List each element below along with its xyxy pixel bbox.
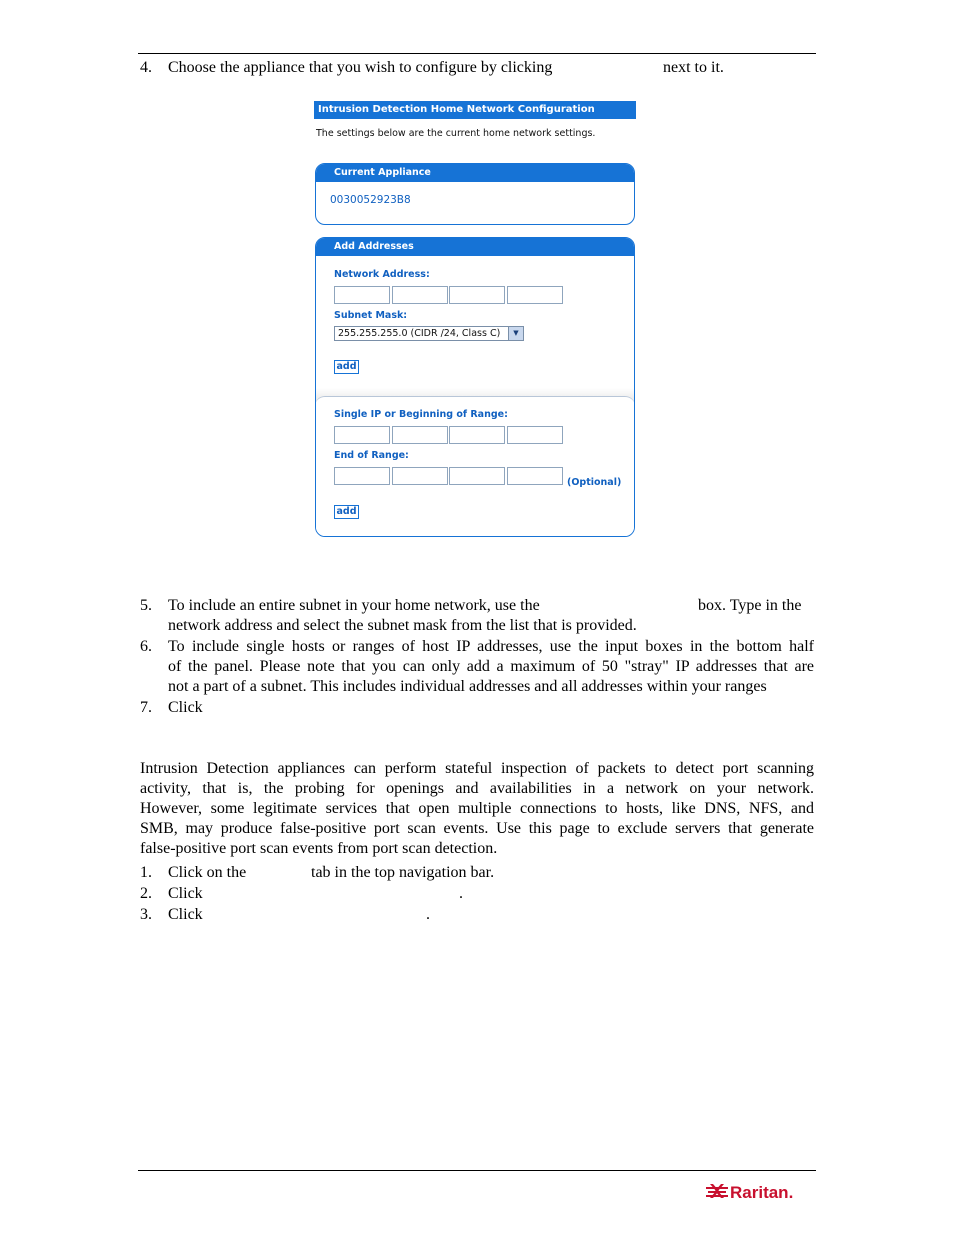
step-number: 7. [140, 699, 152, 716]
end-range-label: End of Range: [334, 450, 409, 461]
paragraph-line-5: false-positive port scan events from port scan detection. [140, 840, 498, 857]
begin-range-octet-3[interactable] [449, 426, 505, 444]
add-range-button[interactable]: add [334, 505, 359, 519]
step-text-tail: . [459, 885, 463, 902]
step-text-tail: tab in the top navigation bar. [311, 864, 495, 881]
current-appliance-box [315, 163, 635, 225]
step-number: 5. [140, 597, 152, 614]
step-text-tail: box. Type in the [698, 597, 802, 614]
add-subnet-button[interactable]: add [334, 360, 359, 374]
step-text: Click [168, 885, 203, 902]
chevron-down-icon[interactable]: ▼ [508, 327, 523, 340]
end-range-octet-4[interactable] [507, 467, 563, 485]
header-rule [138, 53, 816, 54]
panel-title: Intrusion Detection Home Network Configuration [314, 101, 636, 119]
step-number: 3. [140, 906, 152, 923]
step-text: To include an entire subnet in your home network, use the [168, 597, 540, 614]
step-text-line-2: of the panel. Please note that you can only add a maximum of 50 "stray" IP addresses that are [168, 658, 814, 675]
network-address-octet-3[interactable] [449, 286, 505, 304]
network-address-octet-2[interactable] [392, 286, 448, 304]
paragraph-line-4: SMB, may produce false-positive port scan events. Use this page to exclude servers that generate [140, 820, 814, 837]
step-text: Click on the [168, 864, 247, 881]
paragraph-line-3: However, some legitimate services that open multiple connections to hosts, like DNS, NFS, and [140, 800, 814, 817]
port-scan-paragraph [140, 759, 814, 859]
step-text-line-2: network address and select the subnet mask from the list that is provided. [168, 617, 637, 634]
step-number: 4. [140, 59, 152, 76]
add-addresses-header: Add Addresses [316, 238, 634, 256]
raritan-logo-text: Raritan. [730, 1183, 794, 1202]
step-number: 1. [140, 864, 152, 881]
subnet-mask-value: 255.255.255.0 (CIDR /24, Class C) [338, 328, 501, 339]
step-number: 6. [140, 638, 152, 655]
current-appliance-link[interactable]: 0030052923B8 [330, 194, 411, 206]
end-range-octet-2[interactable] [392, 467, 448, 485]
subnet-mask-select[interactable] [334, 326, 524, 341]
step-text: Choose the appliance that you wish to configure by clicking [168, 59, 553, 76]
panel-subtitle: The settings below are the current home network settings. [316, 128, 596, 139]
end-range-octet-3[interactable] [449, 467, 505, 485]
network-address-octet-4[interactable] [507, 286, 563, 304]
step-text-tail: next to it. [663, 59, 724, 76]
step-text-tail: . [426, 906, 430, 923]
step-text-line-1: To include single hosts or ranges of host IP addresses, use the input boxes in the bottom half [168, 638, 814, 655]
paragraph-line-1: Intrusion Detection appliances can perform stateful inspection of packets to detect port scanning [140, 760, 814, 777]
step-number: 2. [140, 885, 152, 902]
home-network-config-screenshot [314, 100, 638, 540]
step-text: Click [168, 906, 203, 923]
single-ip-label: Single IP or Beginning of Range: [334, 409, 508, 420]
optional-label: (Optional) [567, 477, 622, 488]
step-text-line-3: not a part of a subnet. This includes individual addresses and all addresses within your ranges [168, 678, 767, 695]
step-5 [0, 596, 954, 636]
current-appliance-header: Current Appliance [316, 164, 634, 182]
footer-rule [138, 1170, 816, 1171]
paragraph-line-2: activity, that is, the probing for openings and availabilities in a network on your network. [140, 780, 814, 797]
range-section [315, 396, 635, 537]
subnet-mask-label: Subnet Mask: [334, 310, 408, 321]
step-text: Click [168, 699, 203, 716]
raritan-logo-icon [706, 1184, 728, 1198]
network-address-label: Network Address: [334, 269, 430, 280]
end-range-octet-1[interactable] [334, 467, 390, 485]
begin-range-octet-4[interactable] [507, 426, 563, 444]
step-6 [0, 637, 954, 697]
add-addresses-box [315, 237, 635, 537]
begin-range-octet-1[interactable] [334, 426, 390, 444]
begin-range-octet-2[interactable] [392, 426, 448, 444]
raritan-logo [706, 1178, 814, 1204]
network-address-octet-1[interactable] [334, 286, 390, 304]
